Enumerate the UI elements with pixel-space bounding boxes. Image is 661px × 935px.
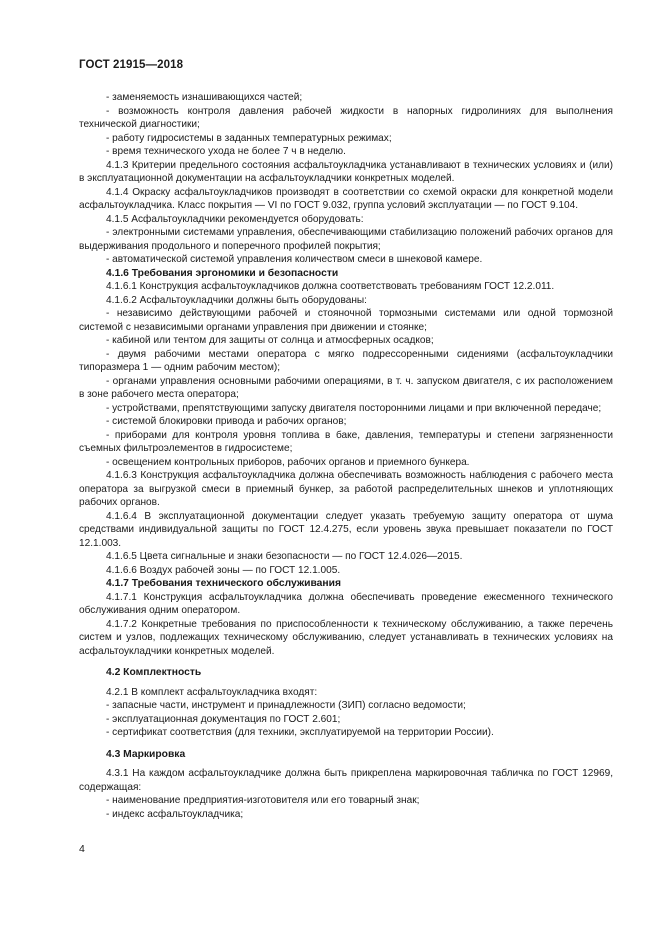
list-item: - возможность контроля давления рабочей жидкости в напорных гидролиниях для выполнения технической диагностики; bbox=[79, 105, 613, 130]
clause-4-1-6-3: 4.1.6.3 Конструкция асфальтоукладчика должна обеспечивать возможность наблюдения с рабочего места оператора за выгрузкой смеси в приемный бункер, за работой распределительных шнеков и уплотняющих рабочих органов. bbox=[79, 470, 613, 508]
clause-4-1-6-2: 4.1.6.2 Асфальтоукладчики должны быть оборудованы: bbox=[106, 294, 367, 306]
list-item: - время технического ухода не более 7 ч в неделю. bbox=[106, 146, 346, 157]
list-item: - сертификат соответствия (для техники, эксплуатируемой на территории России). bbox=[106, 727, 494, 738]
list-item: - двумя рабочими местами оператора с мягко подрессоренными сидениями (асфальтоукладчики типоразмера 1 — одним рабочим местом); bbox=[79, 348, 613, 373]
page-number: 4 bbox=[79, 843, 85, 855]
list-item: - приборами для контроля уровня топлива в баке, давления, температуры и степени загрязненности съемных фильтроэлементов в гидросистеме; bbox=[79, 429, 613, 454]
clause-4-3-1: 4.3.1 На каждом асфальтоукладчике должна быть прикреплена маркировочная табличка по ГОСТ 12969, содержащая: bbox=[79, 768, 613, 793]
clause-4-1-4: 4.1.4 Окраску асфальтоукладчиков производят в соответствии со схемой окраски для конкретной модели асфальтоукладчика. Класс покрытия — VI по ГОСТ 9.032, группа условий эксплуатации — по ГОСТ 9.104. bbox=[79, 186, 613, 211]
clause-4-1-7-1: 4.1.7.1 Конструкция асфальтоукладчика должна обеспечивать проведение ежесменного технического обслуживания одним оператором. bbox=[79, 591, 613, 616]
list-item: - системой блокировки привода и рабочих органов; bbox=[106, 416, 347, 427]
list-item: - независимо действующими рабочей и стояночной тормозными системами или одной тормозной системой с независимыми органами управления при движении и стоянке; bbox=[79, 308, 613, 333]
list-item: - устройствами, препятствующими запуску двигателя посторонними лицами и при включенной передаче; bbox=[106, 402, 602, 414]
section-heading-4-3: 4.3 Маркировка bbox=[106, 748, 186, 760]
document-body bbox=[79, 91, 613, 821]
subsection-heading-4-1-6: 4.1.6 Требования эргономики и безопасности bbox=[106, 267, 339, 279]
subsection-heading-4-1-7: 4.1.7 Требования технического обслуживания bbox=[106, 578, 341, 589]
section-heading-4-2: 4.2 Комплектность bbox=[106, 667, 202, 678]
clause-4-1-6-1: 4.1.6.1 Конструкция асфальтоукладчиков должна соответствовать требованиям ГОСТ 12.2.011. bbox=[106, 281, 555, 292]
list-item: - работу гидросистемы в заданных температурных режимах; bbox=[106, 132, 392, 144]
list-item: - электронными системами управления, обеспечивающими стабилизацию положений рабочих органов для выдерживания продольного и поперечного профилей покрытия; bbox=[79, 227, 613, 252]
list-item: - индекс асфальтоукладчика; bbox=[106, 808, 244, 820]
list-item: - запасные части, инструмент и принадлежности (ЗИП) согласно ведомости; bbox=[106, 700, 466, 711]
clause-4-1-6-4: 4.1.6.4 В эксплуатационной документации следует указать требуемую защиту оператора от шума средствами индивидуальной защиты по ГОСТ 12.4.275, если уровень звука превышает показатели по ГОСТ 12.1.003. bbox=[79, 510, 613, 549]
document-header: ГОСТ 21915—2018 bbox=[79, 59, 184, 71]
clause-4-1-6-5: 4.1.6.5 Цвета сигнальные и знаки безопасности — по ГОСТ 12.4.026—2015. bbox=[106, 551, 463, 562]
clause-4-1-6-6: 4.1.6.6 Воздух рабочей зоны — по ГОСТ 12.1.005. bbox=[106, 564, 341, 576]
list-item: - органами управления основными рабочими операциями, в т. ч. запуском двигателя, с их расположением в зоне рабочего места оператора; bbox=[79, 375, 613, 400]
clause-4-1-7-2: 4.1.7.2 Конкретные требования по приспособленности к техническому обслуживанию, а также перечень систем и узлов, подлежащих техническому обслуживанию, следует устанавливать в технических условиях на асфальтоукладчики конкретных моделей. bbox=[79, 618, 613, 657]
clause-4-1-5: 4.1.5 Асфальтоукладчики рекомендуется оборудовать: bbox=[106, 213, 364, 225]
list-item: - кабиной или тентом для защиты от солнца и атмосферных осадков; bbox=[106, 335, 434, 346]
list-item: - эксплуатационная документация по ГОСТ 2.601; bbox=[106, 713, 341, 725]
list-item: - наименование предприятия-изготовителя или его товарный знак; bbox=[106, 795, 420, 806]
list-item: - автоматической системой управления количеством смеси в шнековой камере. bbox=[106, 254, 483, 265]
clause-4-2-1: 4.2.1 В комплект асфальтоукладчика входят: bbox=[106, 686, 318, 698]
list-item: - освещением контрольных приборов, рабочих органов и приемного бункера. bbox=[106, 456, 470, 468]
clause-4-1-3: 4.1.3 Критерии предельного состояния асфальтоукладчика устанавливают в технических условиях и (или) в эксплуатационной документации на асфальтоукладчики конкретных моделей. bbox=[79, 159, 613, 184]
list-item: - заменяемость изнашивающихся частей; bbox=[106, 92, 303, 103]
